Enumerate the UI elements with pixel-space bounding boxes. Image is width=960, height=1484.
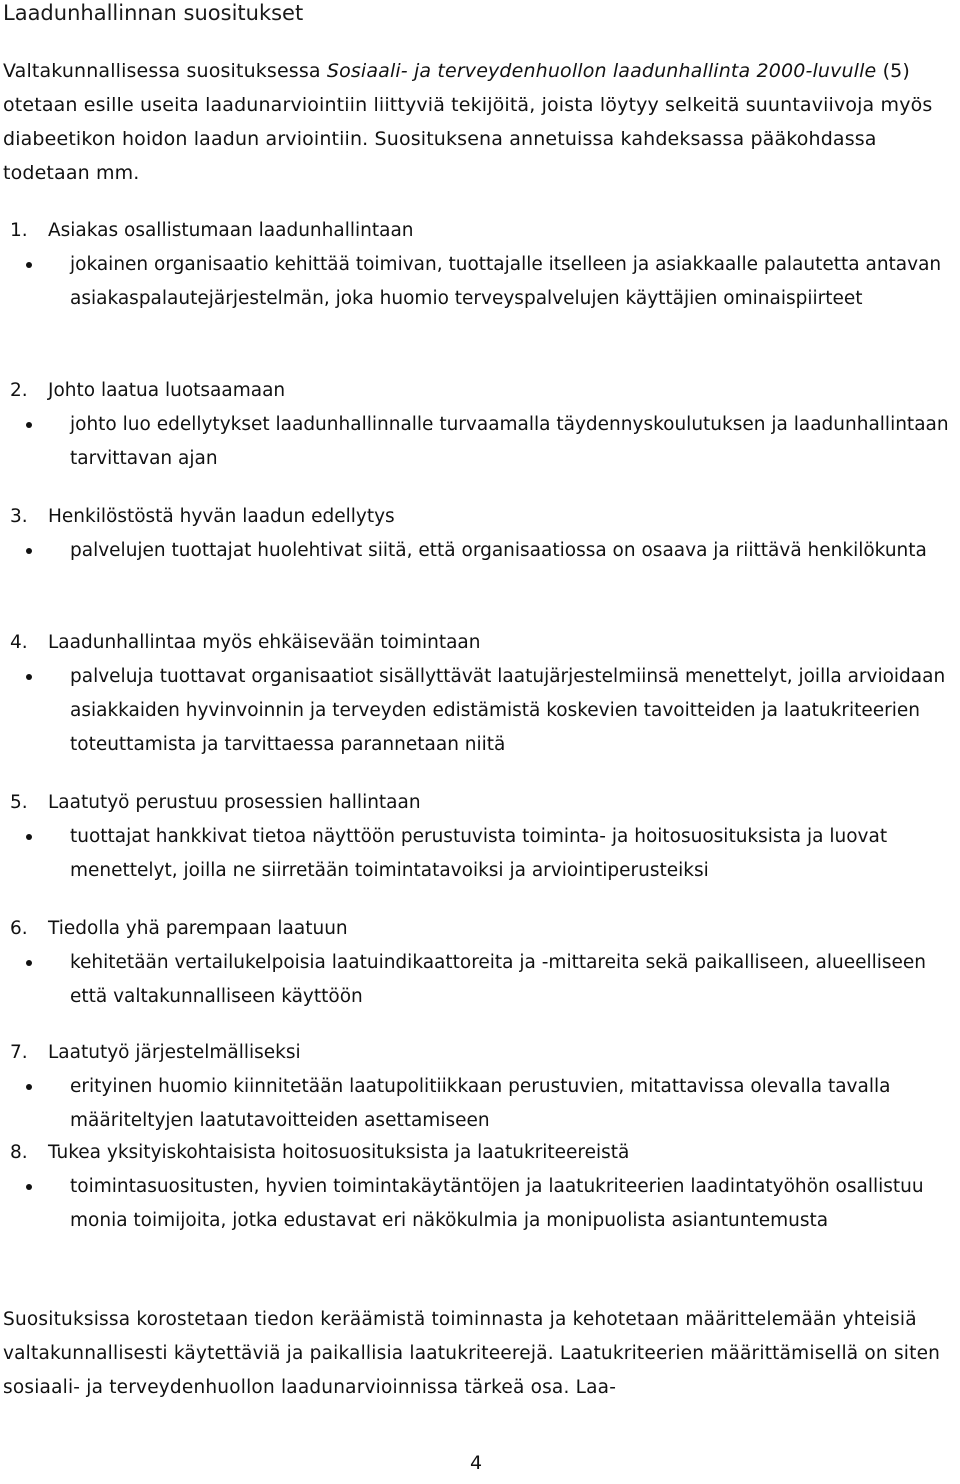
recommendation-heading: Laadunhallintaa myös ehkäisevään toimintaan: [48, 632, 481, 653]
recommendation-number: 6.: [10, 918, 28, 939]
bullet-icon: [26, 834, 32, 840]
bullet-icon: [26, 1184, 32, 1190]
bullet-icon: [26, 262, 32, 268]
recommendation-bullet: [70, 820, 955, 888]
recommendation-heading: Johto laatua luotsaamaan: [48, 380, 286, 401]
bullet-text: kehitetään vertailukelpoisia laatuindikaattoreita ja -mittareita sekä paikalliseen, alueelliseen että valtakunnalliseen käyttöön: [70, 952, 927, 1007]
recommendation-title: [10, 786, 421, 820]
recommendation-heading: Laatutyö perustuu prosessien hallintaan: [48, 792, 421, 813]
bullet-text: johto luo edellytykset laadunhallinnalle turvaamalla täydennyskoulutuksen ja laadunhallintaan tarvittavan ajan: [70, 414, 949, 469]
recommendation-bullet: [70, 660, 955, 762]
bullet-text: erityinen huomio kiinnitetään laatupolitiikkaan perustuvien, mitattavissa olevalla tavalla määriteltyjen laatutavoitteiden asettamiseen: [70, 1076, 891, 1131]
intro-publication-title: Sosiaali- ja terveydenhuollon laadunhallinta 2000-luvulle: [326, 60, 877, 82]
bullet-icon: [26, 960, 32, 966]
recommendation-number: 1.: [10, 220, 28, 241]
recommendation-title: [10, 214, 414, 248]
bullet-text: jokainen organisaatio kehittää toimivan, tuottajalle itselleen ja asiakkaalle palautetta antavan asiakaspalautejärjestelmän, joka huomio terveyspalvelujen käyttäjien ominaispiirteet: [70, 254, 942, 309]
bullet-icon: [26, 422, 32, 428]
recommendation-number: 2.: [10, 380, 28, 401]
recommendation-bullet: [70, 1170, 955, 1238]
recommendation-bullet: [70, 946, 955, 1014]
page-title: Laadunhallinnan suositukset: [3, 1, 304, 25]
bullet-icon: [26, 674, 32, 680]
recommendation-title: [10, 374, 285, 408]
intro-text-after: (5) otetaan esille useita laadunarviointiin liittyviä tekijöitä, joista löytyy selkeitä suuntaviivoja myös diabeetikon hoidon laadun arviointiin. Suosituksena annetuissa kahdeksassa pääkohdassa todetaan mm.: [3, 60, 933, 184]
recommendation-number: 7.: [10, 1042, 28, 1063]
recommendation-bullet: [70, 1070, 955, 1138]
recommendation-bullet: [70, 408, 955, 476]
recommendation-heading: Henkilöstöstä hyvän laadun edellytys: [48, 506, 395, 527]
recommendation-title: [10, 912, 348, 946]
recommendation-title: [10, 500, 395, 534]
recommendation-title: [10, 626, 480, 660]
recommendation-number: 3.: [10, 506, 28, 527]
recommendation-heading: Tiedolla yhä parempaan laatuun: [48, 918, 348, 939]
recommendation-number: 5.: [10, 792, 28, 813]
recommendation-title: [10, 1036, 301, 1070]
recommendation-number: 8.: [10, 1142, 28, 1163]
intro-text-before: Valtakunnallisessa suosituksessa: [3, 60, 327, 82]
recommendation-number: 4.: [10, 632, 28, 653]
bullet-icon: [26, 1084, 32, 1090]
recommendation-heading: Tukea yksityiskohtaisista hoitosuosituksista ja laatukriteereistä: [48, 1142, 630, 1163]
recommendation-heading: Asiakas osallistumaan laadunhallintaan: [48, 220, 414, 241]
recommendation-heading: Laatutyö järjestelmälliseksi: [48, 1042, 301, 1063]
intro-paragraph: [3, 54, 953, 190]
recommendation-bullet: [70, 534, 955, 568]
recommendation-bullet: [70, 248, 955, 316]
bullet-text: tuottajat hankkivat tietoa näyttöön perustuvista toiminta- ja hoitosuosituksista ja luovat menettelyt, joilla ne siirretään toimintatavoiksi ja arviointiperusteiksi: [70, 826, 888, 881]
closing-paragraph: Suosituksissa korostetaan tiedon keräämistä toiminnasta ja kehotetaan määrittelemään yhteisiä valtakunnallisesti käytettäviä ja paikallisia laatukriteerejä. Laatukriteerien määrittämisellä on siten sosiaali- ja terveydenhuollon laadunarvioinnissa tärkeä osa. Laa-: [3, 1309, 941, 1398]
page-number: 4: [470, 1452, 483, 1474]
recommendation-title: [10, 1136, 629, 1170]
bullet-icon: [26, 548, 32, 554]
bullet-text: palvelujen tuottajat huolehtivat siitä, että organisaatiossa on osaava ja riittävä henkilökunta: [70, 540, 927, 561]
bullet-text: palveluja tuottavat organisaatiot sisällyttävät laatujärjestelmiinsä menettelyt, joilla arvioidaan asiakkaiden hyvinvoinnin ja terveyden edistämistä koskevien tavoitteiden ja laatukriteerien toteuttamista ja tarvittaessa parannetaan niitä: [70, 666, 946, 755]
bullet-text: toimintasuositusten, hyvien toimintakäytäntöjen ja laatukriteerien laadintatyöhön osallistuu monia toimijoita, jotka edustavat eri näkökulmia ja monipuolista asiantuntemusta: [70, 1176, 924, 1231]
